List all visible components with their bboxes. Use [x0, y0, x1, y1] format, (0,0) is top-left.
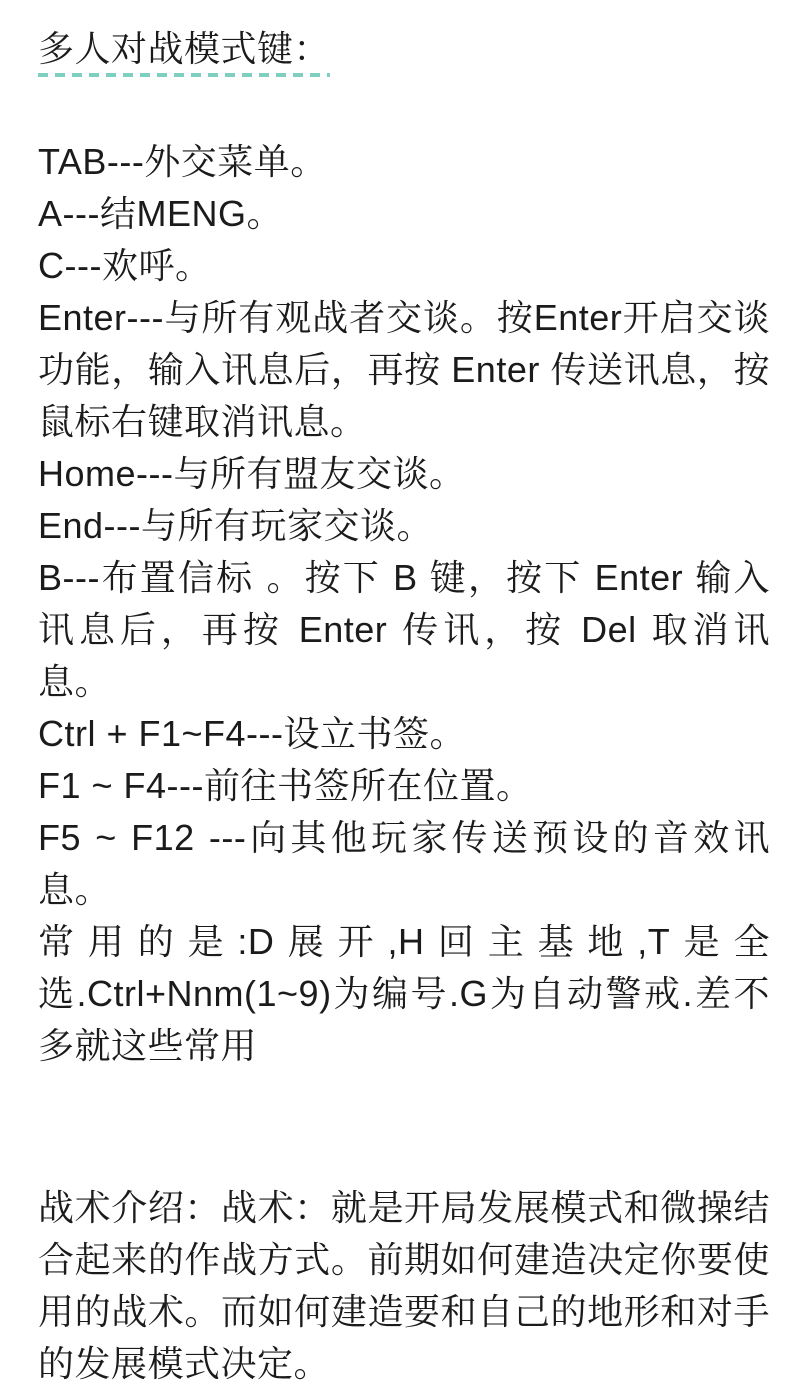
keybind-line-home: Home---与所有盟友交谈。	[38, 453, 466, 494]
keybind-line-enter: Enter---与所有观战者交谈。按Enter开启交谈功能，输入讯息后，再按 Enter 传送讯息，按鼠标右键取消讯息。	[38, 297, 770, 442]
keybind-line-common-keys: 常用的是:D展开,H回主基地,T是全选.Ctrl+Nnm(1~9)为编号.G为自动警戒.差不多就这些常用	[38, 921, 770, 1066]
keybind-line-ctrl-f1-f4: Ctrl + F1~F4---设立书签。	[38, 713, 467, 754]
keybind-line-c: C---欢呼。	[38, 245, 212, 286]
tactics-paragraph: 战术介绍：战术：就是开局发展模式和微操结合起来的作战方式。前期如何建造决定你要使用的战术。而如何建造要和自己的地形和对手的发展模式决定。	[38, 1187, 770, 1384]
page-title-text: 多人对战模式键：	[38, 28, 330, 77]
keybind-line-end: End---与所有玩家交谈。	[38, 505, 434, 546]
page-title	[38, 11, 770, 75]
keybind-line-b: B---布置信标 。按下 B 键，按下 Enter 输入讯息后，再按 Enter 传讯，按 Del 取消讯息。	[38, 557, 770, 702]
keybind-line-f1-f4: F1 ~ F4---前往书签所在位置。	[38, 765, 533, 806]
keybind-line-f5-f12: F5 ~ F12 ---向其他玩家传送预设的音效讯息。	[38, 817, 770, 910]
keybind-line-tab: TAB---外交菜单。	[38, 141, 327, 182]
keybind-line-a: A---结MENG。	[38, 193, 283, 234]
